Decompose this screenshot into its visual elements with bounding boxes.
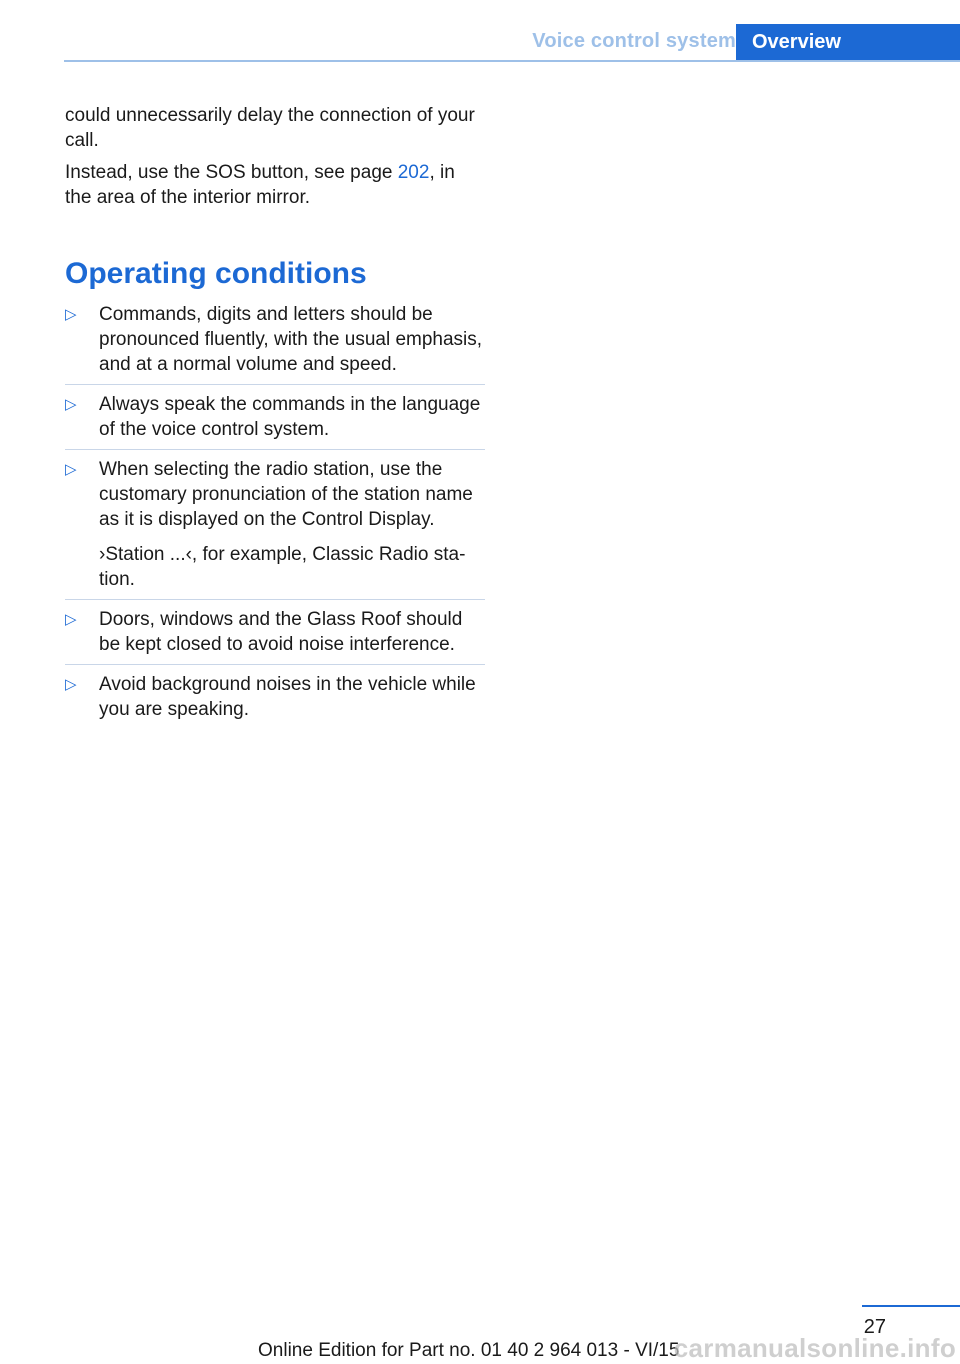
triangle-bullet-icon: ▷ [65, 675, 77, 693]
edition-footer: Online Edition for Part no. 01 40 2 964 013 - VI/15 [258, 1340, 680, 1361]
list-item-text: Avoid background noises in the vehicle while you are speaking. [99, 674, 476, 720]
list-item [65, 302, 485, 385]
list-item-text: Always speak the commands in the language of the voice control system. [99, 394, 481, 440]
list-item-text: Doors, windows and the Glass Roof should be kept closed to avoid noise interference. [99, 609, 463, 655]
page-reference-link[interactable]: 202 [397, 162, 430, 183]
conditions-list [65, 302, 485, 729]
header-section-title: Voice control system [532, 30, 736, 52]
intro-paragraph: could unnecessarily delay the connection of your call. [65, 105, 475, 151]
header-chapter-tab: Overview [736, 24, 960, 62]
page-header [64, 0, 960, 62]
list-item-text: When selecting the radio station, use the customary pronunciation of the station name as it is displayed on the Control Display. [99, 459, 473, 530]
list-item-text: Commands, digits and letters should be pronounced fluently, with the usual emphasis, and at a normal volume and speed. [99, 304, 483, 375]
header-rule [64, 60, 960, 62]
list-item [65, 457, 485, 600]
page-number: 27 [863, 1316, 886, 1338]
triangle-bullet-icon: ▷ [65, 460, 77, 478]
triangle-bullet-icon: ▷ [65, 610, 77, 628]
triangle-bullet-icon: ▷ [65, 395, 77, 413]
watermark-logo: carmanualsonline.info [673, 1333, 956, 1363]
main-content [65, 103, 485, 736]
list-item [65, 392, 485, 450]
sos-text-before: Instead, use the SOS button, see page [65, 162, 398, 183]
section-heading: Operating conditions [65, 257, 367, 290]
list-item-example: ›Station ...‹, for example, Classic Radio station. [99, 544, 466, 590]
triangle-bullet-icon: ▷ [65, 305, 77, 323]
sos-text-after: , in the area of the interior mirror. [65, 162, 455, 208]
list-item [65, 607, 485, 665]
sos-paragraph [65, 160, 485, 210]
list-item [65, 672, 485, 729]
page-number-rule [862, 1305, 960, 1307]
